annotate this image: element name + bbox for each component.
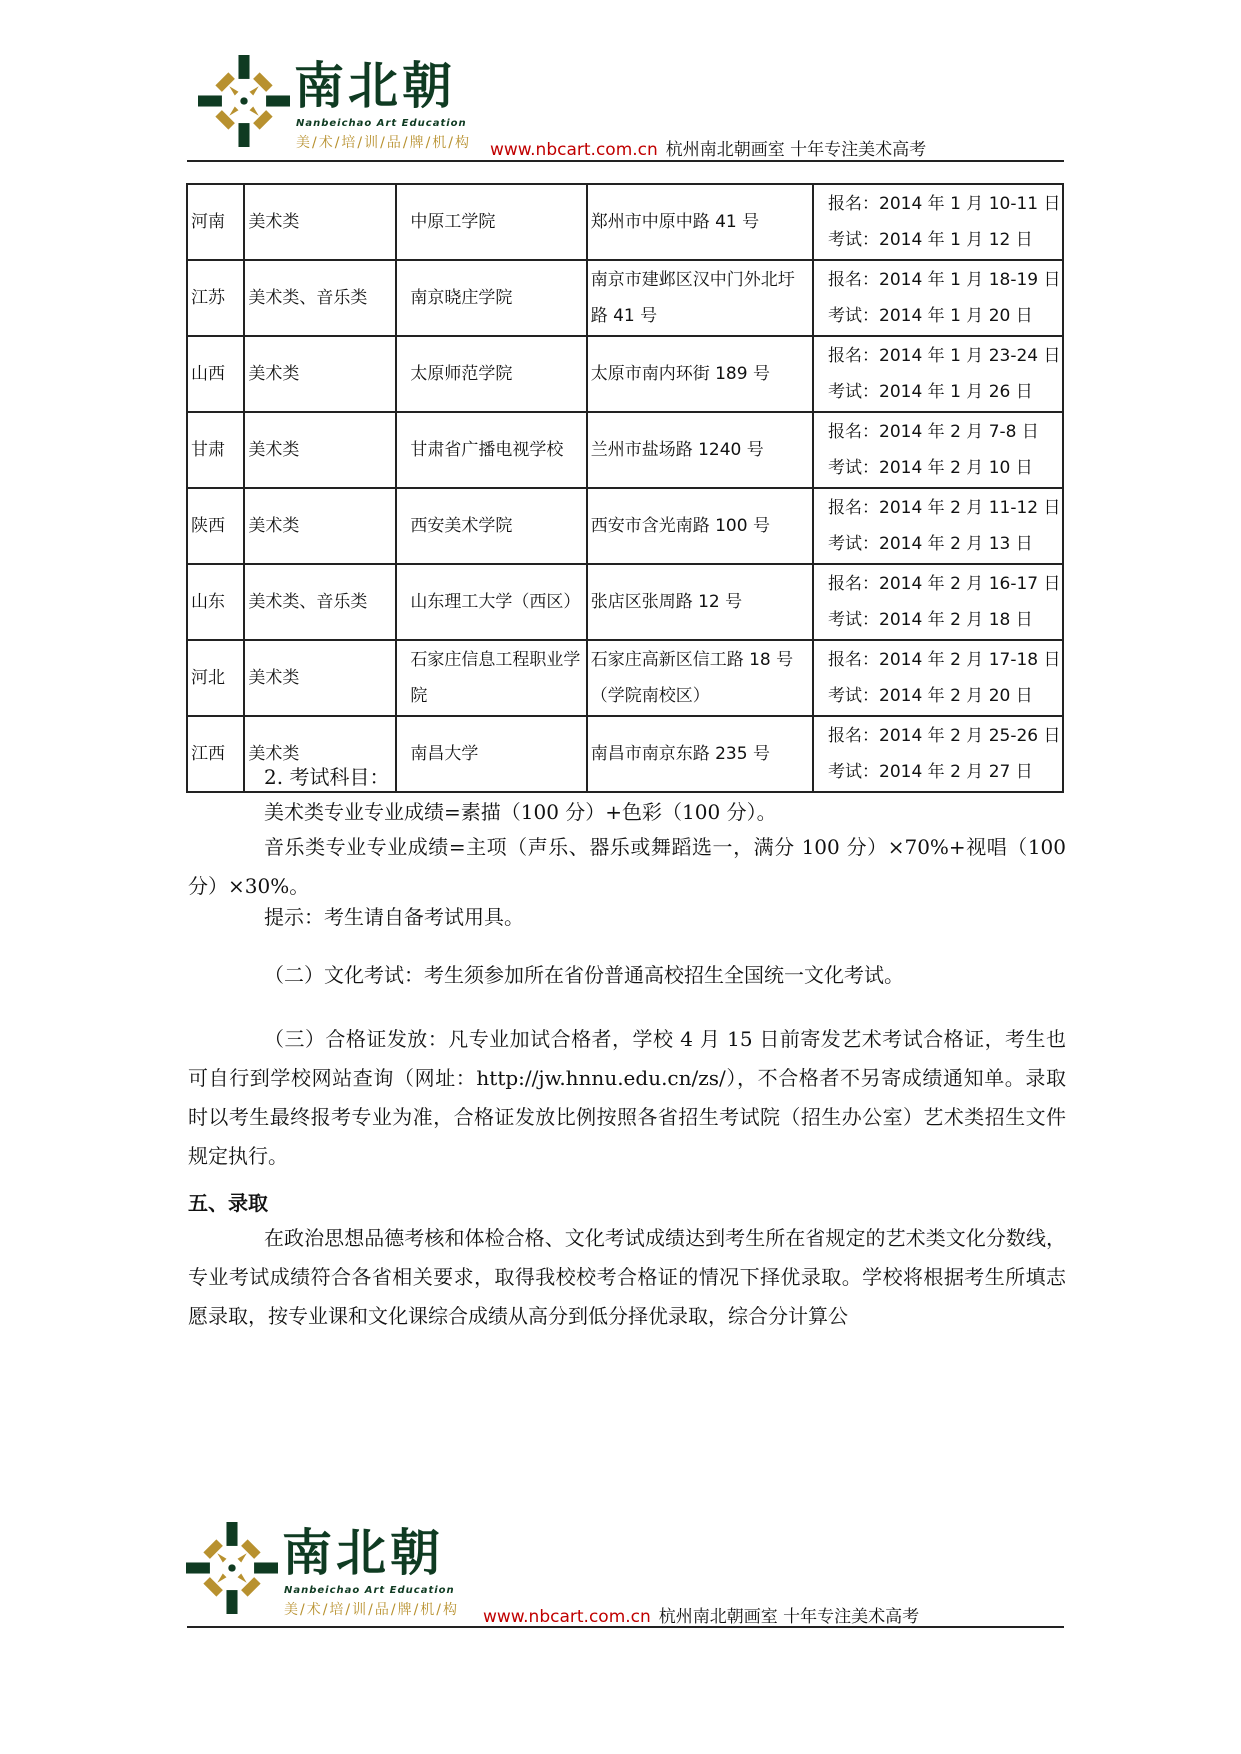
school-cell: 南昌大学 — [396, 716, 586, 792]
exam-date: 考试：2014 年 2 月 20 日 — [828, 686, 1033, 706]
dates-cell — [813, 184, 1063, 260]
category-cell: 美术类、音乐类 — [244, 564, 396, 640]
nanbeichao-logo-icon — [186, 1522, 278, 1614]
admission-paragraph: 在政治思想品德考核和体检合格、文化考试成绩达到考生所在省规定的艺术类文化分数线，专业考试成绩符合各省相关要求，取得我校校考合格证的情况下择优录取。学校将根据考生所填志愿录取，按专业课和文化课综合成绩从高分到低分择优录取，综合分计算公 — [188, 1226, 1066, 1328]
subjects-title: 2. 考试科目： — [264, 765, 390, 789]
school-cell: 甘肃省广播电视学校 — [396, 412, 586, 488]
school-cell: 石家庄信息工程职业学院 — [396, 640, 586, 716]
category-cell: 美术类 — [244, 184, 396, 260]
certificate-paragraph: （三）合格证发放：凡专业加试合格者，学校 4 月 15 日前寄发艺术考试合格证，考生也可自行到学校网站查询（网址：http://jw.hnnu.edu.cn/zs/），不合格者不另寄成绩通知单。录取时以考生最终报考专业为准，合格证发放比例按照各省招生考试院（招生办公室）艺术类招生文件规定执行。 — [188, 1027, 1066, 1168]
dates-cell — [813, 260, 1063, 336]
nanbeichao-logo-icon — [198, 55, 290, 147]
footer-slogan: 杭州南北朝画室 十年专注美术高考 — [658, 1607, 920, 1627]
school-cell: 西安美术学院 — [396, 488, 586, 564]
exam-tip: 提示：考生请自备考试用具。 — [264, 905, 524, 929]
category-cell: 美术类 — [244, 412, 396, 488]
province-cell: 山东 — [187, 564, 244, 640]
category-cell: 美术类 — [244, 336, 396, 412]
address-cell: 太原市南内环街 189 号 — [587, 336, 813, 412]
header-divider — [187, 160, 1064, 162]
address-cell: 西安市含光南路 100 号 — [587, 488, 813, 564]
header-site-line — [490, 135, 926, 160]
table-row — [187, 184, 1063, 260]
registration-date: 报名：2014 年 2 月 17-18 日 — [828, 650, 1061, 670]
table-row — [187, 260, 1063, 336]
address-cell: 南京市建邺区汉中门外北圩路 41 号 — [587, 260, 813, 336]
table-row — [187, 412, 1063, 488]
registration-date: 报名：2014 年 2 月 16-17 日 — [828, 574, 1061, 594]
table-row — [187, 488, 1063, 564]
province-cell: 甘肃 — [187, 412, 244, 488]
logo-tagline: 美/术/培/训/品/牌/机/构 — [284, 1602, 460, 1618]
logo-name: 南北朝 — [282, 1524, 444, 1582]
footer-site-line — [483, 1602, 919, 1627]
dates-cell — [813, 412, 1063, 488]
school-cell: 中原工学院 — [396, 184, 586, 260]
registration-date: 报名：2014 年 1 月 23-24 日 — [828, 346, 1061, 366]
logo-english-name: Nanbeichao Art Education — [284, 1585, 455, 1596]
category-cell: 美术类、音乐类 — [244, 260, 396, 336]
province-cell: 山西 — [187, 336, 244, 412]
exam-date: 考试：2014 年 2 月 13 日 — [828, 534, 1033, 554]
footer-url-link[interactable]: www.nbcart.com.cn — [483, 1607, 651, 1627]
table-row — [187, 640, 1063, 716]
registration-date: 报名：2014 年 2 月 11-12 日 — [828, 498, 1061, 518]
footer-brand — [178, 1522, 1058, 1632]
dates-cell — [813, 564, 1063, 640]
exam-date: 考试：2014 年 1 月 20 日 — [828, 306, 1033, 326]
table-row — [187, 336, 1063, 412]
footer-divider — [187, 1626, 1064, 1628]
province-cell: 河北 — [187, 640, 244, 716]
exam-date: 考试：2014 年 2 月 10 日 — [828, 458, 1033, 478]
registration-date: 报名：2014 年 1 月 18-19 日 — [828, 270, 1061, 290]
header-brand — [190, 55, 1070, 165]
province-cell: 河南 — [187, 184, 244, 260]
logo-english-name: Nanbeichao Art Education — [296, 118, 467, 129]
registration-date: 报名：2014 年 1 月 10-11 日 — [828, 194, 1061, 214]
table-row — [187, 564, 1063, 640]
school-cell: 太原师范学院 — [396, 336, 586, 412]
exam-date: 考试：2014 年 2 月 18 日 — [828, 610, 1033, 630]
header-slogan: 杭州南北朝画室 十年专注美术高考 — [665, 140, 927, 160]
header-url-link[interactable]: www.nbcart.com.cn — [490, 140, 658, 160]
school-cell: 南京晓庄学院 — [396, 260, 586, 336]
dates-cell — [813, 488, 1063, 564]
exam-date: 考试：2014 年 2 月 27 日 — [828, 762, 1033, 782]
exam-schedule-table — [186, 183, 1064, 793]
registration-date: 报名：2014 年 2 月 7-8 日 — [828, 422, 1039, 442]
address-cell: 张店区张周路 12 号 — [587, 564, 813, 640]
exam-date: 考试：2014 年 1 月 26 日 — [828, 382, 1033, 402]
culture-exam-paragraph: （二）文化考试：考生须参加所在省份普通高校招生全国统一文化考试。 — [264, 963, 904, 987]
province-cell: 陕西 — [187, 488, 244, 564]
dates-cell — [813, 336, 1063, 412]
province-cell: 江西 — [187, 716, 244, 792]
address-cell: 南昌市南京东路 235 号 — [587, 716, 813, 792]
art-score-rule: 美术类专业专业成绩=素描（100 分）+色彩（100 分）。 — [264, 800, 777, 824]
dates-cell — [813, 640, 1063, 716]
school-cell: 山东理工大学（西区） — [396, 564, 586, 640]
province-cell: 江苏 — [187, 260, 244, 336]
address-cell: 兰州市盐场路 1240 号 — [587, 412, 813, 488]
category-cell: 美术类 — [244, 488, 396, 564]
music-score-rule: 音乐类专业专业成绩=主项（声乐、器乐或舞蹈选一，满分 100 分）×70%+视唱（100 分）×30%。 — [188, 835, 1066, 898]
logo-tagline: 美/术/培/训/品/牌/机/构 — [296, 135, 472, 151]
address-cell: 石家庄高新区信工路 18 号（学院南校区） — [587, 640, 813, 716]
section-5-heading: 五、录取 — [188, 1191, 268, 1215]
category-cell: 美术类 — [244, 716, 396, 792]
address-cell: 郑州市中原中路 41 号 — [587, 184, 813, 260]
exam-date: 考试：2014 年 1 月 12 日 — [828, 230, 1033, 250]
category-cell: 美术类 — [244, 640, 396, 716]
registration-date: 报名：2014 年 2 月 25-26 日 — [828, 726, 1061, 746]
logo-name: 南北朝 — [294, 57, 456, 115]
